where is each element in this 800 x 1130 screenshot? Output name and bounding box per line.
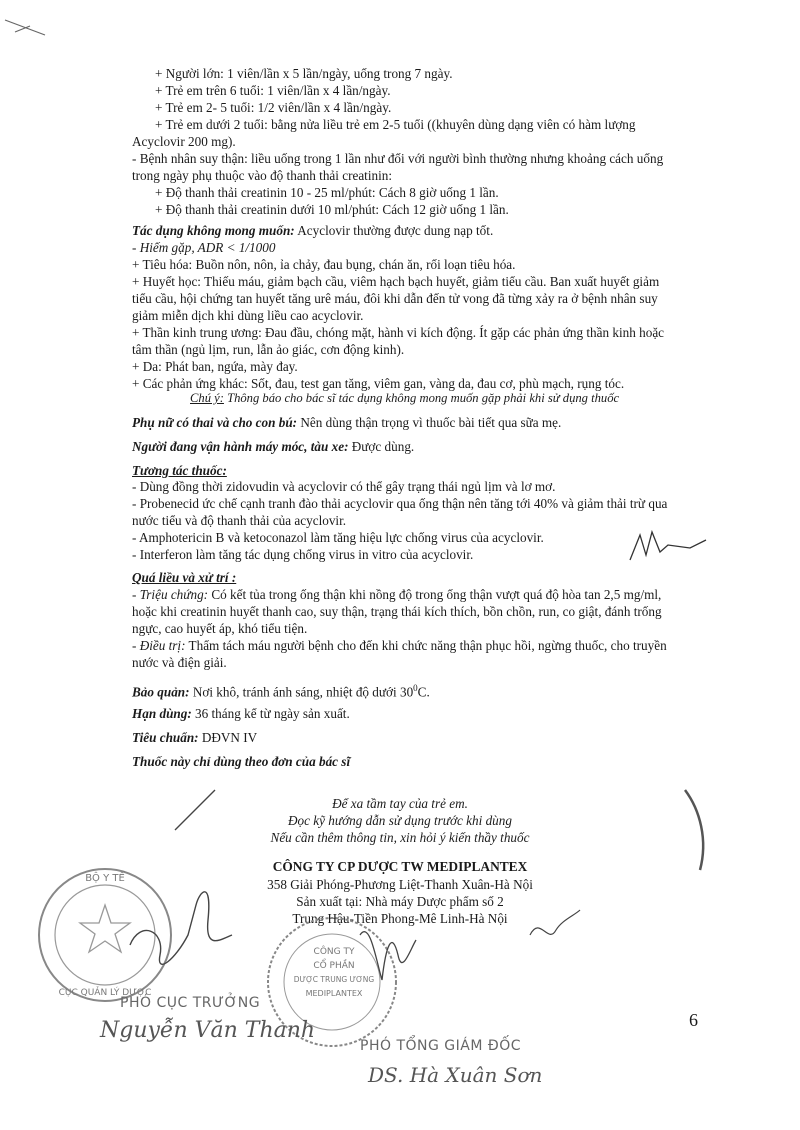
dosage-renal: - Bệnh nhân suy thận: liều uống trong 1 lần như đối với người bình thường nhưng khoảng cách uống <box>132 151 664 166</box>
expiry-text: 36 tháng kể từ ngày sản xuất. <box>191 706 350 721</box>
company-factory: Sản xuất tại: Nhà máy Dược phẩm số 2 <box>296 894 504 909</box>
expiry-line <box>132 705 350 722</box>
side-effects-blood: + Huyết học: Thiếu máu, giảm bạch cầu, viêm hạch bạch huyết, giảm tiểu cầu. Ban xuất huyết giảm <box>132 274 660 289</box>
side-effects-other: + Các phản ứng khác: Sốt, đau, test gan tăng, viêm gan, vàng da, đau cơ, phù mạch, rụng tóc. <box>132 376 625 391</box>
stamp-right-line2: CỔ PHẦN <box>313 961 355 971</box>
right-signer-title: PHÓ TỔNG GIÁM ĐỐC <box>360 1038 522 1054</box>
left-signer-title: PHÓ CỤC TRƯỞNG <box>120 995 261 1011</box>
stamp-right-line1: CÔNG TY <box>313 947 355 957</box>
interactions-zidovudin: - Dùng đồng thời zidovudin và acyclovir có thể gây trạng thái ngủ lịm và lơ mơ. <box>132 479 556 494</box>
pregnancy-heading: Phụ nữ có thai và cho con bú: <box>132 415 298 430</box>
dosage-adult: + Người lớn: 1 viên/lần x 5 lần/ngày, uống trong 7 ngày. <box>155 66 453 81</box>
dosage-renal-cont: trong ngày phụ thuộc vào độ thanh thải creatinin: <box>132 168 393 183</box>
pregnancy-line <box>132 414 561 431</box>
overdose-symptoms-label: - Triệu chứng: <box>132 587 209 602</box>
side-effects-gi: + Tiêu hóa: Buồn nôn, nôn, ỉa chảy, đau bụng, chán ăn, rối loạn tiêu hóa. <box>132 257 516 272</box>
interactions-amphotericin: - Amphotericin B và ketoconazol làm tăng hiệu lực chống virus của acyclovir. <box>132 530 544 545</box>
side-effects-skin: + Da: Phát ban, ngứa, mày đay. <box>132 359 298 374</box>
side-effects-heading: Tác dụng không mong muốn: <box>132 223 295 238</box>
note-label: Chú ý: <box>190 391 224 405</box>
standard-heading: Tiêu chuẩn: <box>132 730 199 745</box>
interactions-probenecid: - Probenecid ức chế cạnh tranh đào thải acyclovir qua ống thận nên tăng tới 40% và giảm thải trừ qua <box>132 496 668 511</box>
storage-heading: Bảo quản: <box>132 684 190 700</box>
side-effects-rare: - Hiếm gặp, ADR < 1/1000 <box>132 240 276 255</box>
overdose-treatment-label: - Điều trị: <box>132 638 186 653</box>
dosage-child-under-2-cont: Acyclovir 200 mg). <box>132 134 236 149</box>
storage-degree: 0 <box>413 683 418 693</box>
stamp-left-top-text: BỘ Y TẾ <box>85 873 125 884</box>
company-name: CÔNG TY CP DƯỢC TW MEDIPLANTEX <box>272 859 528 874</box>
stamp-right-line4: MEDIPLANTEX <box>305 989 363 998</box>
company-address: 358 Giải Phóng-Phương Liệt-Thanh Xuân-Hà Nội <box>267 877 533 892</box>
side-effects-blood-cont2: giảm miễn dịch khi dùng liều cao acyclovir. <box>132 308 364 323</box>
machinery-line <box>132 438 414 455</box>
side-effects-cns: + Thần kinh trung ương: Đau đầu, chóng mặt, hành vi kích động. Ít gặp các phản ứng thần kinh hoặc <box>132 325 665 340</box>
prescription-notice: Thuốc này chỉ dùng theo đơn của bác sĩ <box>132 754 351 769</box>
initials-signature <box>630 532 706 560</box>
right-signer-name: DS. Hà Xuân Sơn <box>368 1063 543 1087</box>
interactions-heading: Tương tác thuốc: <box>132 463 227 478</box>
warning-children: Để xa tầm tay của trẻ em. <box>332 796 468 811</box>
side-effects-intro: Acyclovir thường được dung nạp tốt. <box>294 223 494 238</box>
expiry-heading: Hạn dùng: <box>132 706 192 721</box>
stamp-left-bottom-text: CỤC QUẢN LÝ DƯỢC <box>58 988 152 998</box>
left-signer-name: Nguyễn Văn Thanh <box>100 1018 316 1043</box>
side-effects-cns-cont: tâm thần (ngủ lịm, run, lẫn ảo giác, cơn động kinh). <box>132 342 405 357</box>
overdose-treatment-text: Thẩm tách máu người bệnh cho đến khi chức năng thận phục hồi, ngừng thuốc, cho truyền <box>185 638 667 653</box>
corner-mark <box>5 20 45 35</box>
interactions-interferon: - Interferon làm tăng tác dụng chống virus in vitro của acyclovir. <box>132 547 474 562</box>
dosage-renal-10-25: + Độ thanh thải creatinin 10 - 25 ml/phút: Cách 8 giờ uống 1 lần. <box>155 185 499 200</box>
overdose-symptoms-text: Có kết tủa trong ống thận khi nồng độ trong ống thận vượt quá độ hòa tan 2,5 mg/ml, <box>208 587 662 602</box>
overdose-treatment-cont: nước và điện giải. <box>132 655 227 670</box>
storage-unit: C. <box>417 684 430 700</box>
overdose-heading: Quá liều và xử trí : <box>132 570 237 585</box>
dosage-renal-under-10: + Độ thanh thải creatinin dưới 10 ml/phút: Cách 12 giờ uống 1 lần. <box>155 202 509 217</box>
ministry-stamp <box>20 855 190 1005</box>
warning-read-instructions: Đọc kỹ hướng dẫn sử dụng trước khi dùng <box>288 813 512 828</box>
machinery-heading: Người đang vận hành máy móc, tàu xe: <box>132 439 349 454</box>
overdose-symptoms <box>132 586 661 603</box>
page-number: 6 <box>689 1010 698 1030</box>
side-effects-line <box>132 222 493 239</box>
side-effects-note <box>190 390 619 407</box>
dosage-child-over-6: + Trẻ em trên 6 tuổi: 1 viên/lần x 4 lần/ngày. <box>155 83 391 98</box>
standard-line <box>132 729 257 746</box>
machinery-text: Được dùng. <box>348 439 415 454</box>
side-effects-blood-cont: tiểu cầu, hội chứng tan huyết tăng urê máu, đôi khi dẫn đến tử vong đã từng xảy ra ở bệnh nhân suy <box>132 291 658 306</box>
storage-text: Nơi khô, tránh ánh sáng, nhiệt độ dưới 30 <box>189 684 414 700</box>
overdose-symptoms-cont: hoặc khi creatinin huyết thanh cao, suy thận, trạng thái kích thích, bồn chồn, run, co giật, đánh trống <box>132 604 662 619</box>
standard-text: DĐVN IV <box>198 730 258 745</box>
storage-line <box>132 680 430 700</box>
warning-consult: Nếu cần thêm thông tin, xin hỏi ý kiến thầy thuốc <box>270 830 530 845</box>
company-factory-address: Trung Hậu-Tiền Phong-Mê Linh-Hà Nội <box>292 911 508 926</box>
note-text: Thông báo cho bác sĩ tác dụng không mong muốn gặp phải khi sử dụng thuốc <box>223 391 620 405</box>
overdose-symptoms-cont2: ngực, cao huyết áp, khó tiểu tiện. <box>132 621 308 636</box>
dosage-child-2-5: + Trẻ em 2- 5 tuổi: 1/2 viên/lần x 4 lần/ngày. <box>155 100 392 115</box>
dosage-child-under-2: + Trẻ em dưới 2 tuổi: bằng nửa liều trẻ em 2-5 tuổi ((khuyên dùng dạng viên có hàm lượng <box>155 117 636 132</box>
pregnancy-text: Nên dùng thận trọng vì thuốc bài tiết qua sữa mẹ. <box>297 415 562 430</box>
overdose-treatment <box>132 637 667 654</box>
interactions-probenecid-cont: nước tiểu và độ thanh thải của acyclovir. <box>132 513 347 528</box>
stamp-right-line3: DƯỢC TRUNG ƯƠNG <box>293 975 375 984</box>
